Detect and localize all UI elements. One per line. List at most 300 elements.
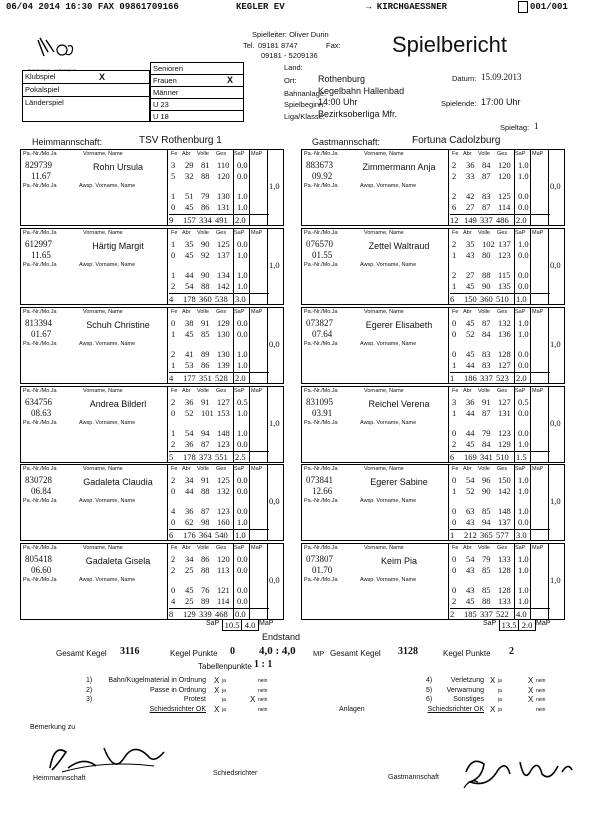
header-fe: Fe xyxy=(171,545,178,551)
total-cell: 1.5 xyxy=(516,452,527,462)
header-pass: Pa.-Nr./Mo.Ja xyxy=(304,545,338,551)
total-cell: 4.0 xyxy=(516,609,527,619)
bemerkung-label: Bemerkung zu xyxy=(30,724,76,731)
cell: 44 xyxy=(466,360,475,370)
cell: 148 xyxy=(217,428,230,438)
cell: 130 xyxy=(217,329,230,339)
cell: 0 xyxy=(171,517,176,527)
player-total-row xyxy=(169,530,269,540)
cell: 2 xyxy=(171,554,176,564)
header-volle: Volle xyxy=(478,388,490,394)
player-total-row xyxy=(450,452,550,462)
substitute-pass-label: Pa.-Nr./Mo.Ja xyxy=(304,577,338,583)
cell: 114 xyxy=(498,202,511,212)
header-map: MaP xyxy=(251,151,263,157)
cell: 160 xyxy=(217,517,230,527)
total-cell: 337 xyxy=(480,215,493,225)
cell: 0.0 xyxy=(237,329,248,339)
column-divider xyxy=(448,229,449,304)
cell: 94 xyxy=(201,428,210,438)
total-cell: 341 xyxy=(480,452,493,462)
total-cell: 2.0 xyxy=(235,373,246,383)
tabellen-label: Tabellenpunkte xyxy=(198,662,252,671)
player-card xyxy=(20,307,284,384)
cell: 90 xyxy=(201,270,210,280)
total-cell: 491 xyxy=(215,215,228,225)
column-divider xyxy=(530,465,531,540)
cell: 0.5 xyxy=(237,397,248,407)
player-total-row xyxy=(450,215,550,225)
cell: 36 xyxy=(466,160,475,170)
substitute-name-label: Awsp. Vorname, Name xyxy=(79,341,136,347)
cell: 45 xyxy=(185,202,194,212)
cell: 83 xyxy=(482,360,491,370)
header-ges: Ges xyxy=(497,309,508,315)
mp-label: MP xyxy=(313,649,325,658)
cell: 0.0 xyxy=(237,506,248,516)
cell: 1.0 xyxy=(237,202,248,212)
cell: 132 xyxy=(217,486,230,496)
total-cell: 12 xyxy=(450,215,459,225)
total-cell: 212 xyxy=(464,530,477,540)
cell: 36 xyxy=(185,397,194,407)
column-divider xyxy=(267,308,268,383)
total-cell: 8 xyxy=(169,609,174,619)
column-divider xyxy=(448,387,449,462)
substitute-name-label: Awsp. Vorname, Name xyxy=(360,262,417,268)
player-birth: 11.65 xyxy=(31,250,51,260)
guest-kegel: 3128 xyxy=(398,646,418,657)
check-label: Verletzung xyxy=(450,677,484,684)
header-abr: Abr xyxy=(463,309,472,315)
age-senioren: Senioren xyxy=(151,63,243,75)
total-cell: 129 xyxy=(183,609,196,619)
cell: 45 xyxy=(185,250,194,260)
cell: 25 xyxy=(185,596,194,606)
fax-page: 001/001 xyxy=(530,2,568,12)
cell: 81 xyxy=(201,160,210,170)
cell: 0.0 xyxy=(237,554,248,564)
cell: 0 xyxy=(171,486,176,496)
player-mp: 0,0 xyxy=(550,418,561,428)
total-cell: 2.5 xyxy=(235,452,246,462)
player-card xyxy=(20,149,284,226)
cell: 0 xyxy=(171,202,176,212)
player-mp: 0,0 xyxy=(269,575,280,585)
cell: 1.0 xyxy=(518,318,529,328)
player-mp: 0,0 xyxy=(550,181,561,191)
cell: 102 xyxy=(482,239,495,249)
player-mp: 0,0 xyxy=(269,339,280,349)
player-name: Zettel Waltraud xyxy=(368,241,430,251)
header-name: Vorname, Name xyxy=(364,309,404,315)
column-divider xyxy=(167,544,168,619)
column-divider xyxy=(448,465,449,540)
column-divider xyxy=(267,229,268,304)
total-cell: 551 xyxy=(215,452,228,462)
column-divider xyxy=(249,308,250,383)
cell: 0 xyxy=(171,408,176,418)
column-divider xyxy=(233,387,234,462)
tel-label: Tel. xyxy=(243,41,255,50)
total-cell: 6 xyxy=(450,294,455,304)
player-birth: 09.92 xyxy=(312,171,333,181)
check-ja-mark: X xyxy=(214,676,220,685)
header-name: Vorname, Name xyxy=(364,388,404,394)
player-pass-number: 073807 xyxy=(306,554,333,564)
cell: 54 xyxy=(466,554,475,564)
cell: 1.0 xyxy=(518,171,529,181)
category-pokalspiel: Pokalspiel xyxy=(23,84,149,97)
header-pass: Pa.-Nr./Mo.Ja xyxy=(23,151,57,157)
cell: 29 xyxy=(185,160,194,170)
cell: 80 xyxy=(482,250,491,260)
cell: 0 xyxy=(452,585,457,595)
player-mp: 0,0 xyxy=(269,496,280,506)
player-mp: 1,0 xyxy=(550,575,561,585)
player-total-row xyxy=(169,452,269,462)
header-ges: Ges xyxy=(497,151,508,157)
total-cell: 1 xyxy=(450,373,455,383)
cell: 85 xyxy=(482,565,491,575)
column-divider xyxy=(530,544,531,619)
cell: 54 xyxy=(185,428,194,438)
header-map: MaP xyxy=(532,466,544,472)
cell: 79 xyxy=(482,554,491,564)
player-pass-number: 830728 xyxy=(25,475,52,485)
header-abr: Abr xyxy=(182,230,191,236)
check-label: Bahn/Kugelmaterial in Ordnung xyxy=(108,677,206,684)
total-cell: 186 xyxy=(464,373,477,383)
cell: 45 xyxy=(185,329,194,339)
check-number: 6) xyxy=(426,696,433,703)
header-name: Vorname, Name xyxy=(83,230,123,236)
header-ges: Ges xyxy=(497,466,508,472)
cell: 0 xyxy=(452,318,457,328)
total-cell: 528 xyxy=(215,373,228,383)
cell: 0.0 xyxy=(518,270,529,280)
header-sap: SaP xyxy=(515,466,526,472)
column-divider xyxy=(267,544,268,619)
check-label: Verwarnung xyxy=(446,686,484,694)
header-sap: SaP xyxy=(515,309,526,315)
check-label: Sonstiges xyxy=(453,696,484,703)
cell: 85 xyxy=(482,585,491,595)
cell: 1.0 xyxy=(237,408,248,418)
cell: 0.0 xyxy=(237,486,248,496)
total-cell: 150 xyxy=(464,294,477,304)
header-sap: SaP xyxy=(234,545,245,551)
total-cell: 510 xyxy=(496,452,509,462)
home-kp-label: Kegel Punkte xyxy=(170,649,218,658)
header-volle: Volle xyxy=(197,388,209,394)
cell: 0.0 xyxy=(237,475,248,485)
substitute-pass-label: Pa.-Nr./Mo.Ja xyxy=(23,498,57,504)
header-volle: Volle xyxy=(197,230,209,236)
cell: 0 xyxy=(452,475,457,485)
cell: 121 xyxy=(217,585,230,595)
column-divider xyxy=(249,150,250,225)
total-cell: 522 xyxy=(496,609,509,619)
player-total-row xyxy=(450,294,550,304)
header-map: MaP xyxy=(532,230,544,236)
guest-kp: 2 xyxy=(509,646,514,657)
cell: 36 xyxy=(466,397,475,407)
cell: 2 xyxy=(171,349,176,359)
cell: 45 xyxy=(466,596,475,606)
total-cell: 178 xyxy=(183,452,196,462)
guest-sap-label: SaP xyxy=(483,620,497,627)
total-cell: 2 xyxy=(450,609,455,619)
cell: 1.0 xyxy=(518,486,529,496)
column-divider xyxy=(233,465,234,540)
cell: 43 xyxy=(466,565,475,575)
column-divider xyxy=(167,229,168,304)
liga-label: Liga/Klasse: xyxy=(284,112,325,121)
ort-label: Ort: xyxy=(284,76,297,85)
substitute-name-label: Awsp. Vorname, Name xyxy=(79,183,136,189)
total-cell: 5 xyxy=(169,452,174,462)
header-sap: SaP xyxy=(234,151,245,157)
cell: 4 xyxy=(171,596,176,606)
cell: 0 xyxy=(452,329,457,339)
cell: 0.0 xyxy=(518,191,529,201)
ende-value: 17:00 Uhr xyxy=(481,97,521,107)
player-pass-number: 612997 xyxy=(25,239,52,249)
cell: 0.0 xyxy=(237,439,248,449)
header-map: MaP xyxy=(532,545,544,551)
player-birth: 06.60 xyxy=(31,565,52,575)
player-pass-number: 805418 xyxy=(25,554,52,564)
card-header xyxy=(21,229,283,237)
card-header xyxy=(302,465,564,473)
player-card xyxy=(301,464,565,541)
cell: 120 xyxy=(217,554,230,564)
total-cell: 1 xyxy=(450,530,455,540)
substitute-pass-label: Pa.-Nr./Mo.Ja xyxy=(304,498,338,504)
check-ja-label: ja xyxy=(222,706,226,713)
header-name: Vorname, Name xyxy=(364,466,404,472)
substitute-pass-label: Pa.-Nr./Mo.Ja xyxy=(23,420,57,426)
header-pass: Pa.-Nr./Mo.Ja xyxy=(23,309,57,315)
total-cell: 3.0 xyxy=(235,294,246,304)
cell: 83 xyxy=(482,191,491,201)
player-name: Schuh Christine xyxy=(86,320,150,330)
tabellen-value: 1 : 1 xyxy=(254,659,273,670)
cell: 5 xyxy=(171,171,176,181)
check-label: Passe in Ordnung xyxy=(149,686,206,694)
total-cell: 157 xyxy=(183,215,196,225)
header-volle: Volle xyxy=(478,309,490,315)
player-card xyxy=(20,543,284,620)
cell: 1 xyxy=(171,270,176,280)
cell: 1 xyxy=(452,486,457,496)
total-cell: 510 xyxy=(496,294,509,304)
header-volle: Volle xyxy=(478,466,490,472)
total-cell: 1.0 xyxy=(516,294,527,304)
column-divider xyxy=(548,229,549,304)
cell: 110 xyxy=(217,160,230,170)
cell: 1 xyxy=(452,250,457,260)
cell: 84 xyxy=(482,439,491,449)
header-abr: Abr xyxy=(463,151,472,157)
cell: 1.0 xyxy=(518,554,529,564)
cell: 142 xyxy=(498,486,511,496)
header-map: MaP xyxy=(532,309,544,315)
total-cell: 468 xyxy=(215,609,228,619)
age-u23: U 23 xyxy=(151,99,243,111)
cell: 0.0 xyxy=(518,517,529,527)
category-box xyxy=(22,70,150,122)
substitute-pass-label: Pa.-Nr./Mo.Ja xyxy=(304,420,338,426)
check-nein-mark: X xyxy=(528,695,534,704)
check-number: 3) xyxy=(86,696,93,703)
guest-sap-total: 13.5 xyxy=(499,619,519,631)
cell: 0 xyxy=(452,565,457,575)
cell: 2 xyxy=(452,270,457,280)
cell: 137 xyxy=(498,517,511,527)
guest-kp-label: Kegel Punkte xyxy=(443,649,491,658)
cell: 52 xyxy=(466,486,475,496)
cell: 1 xyxy=(452,360,457,370)
cell: 123 xyxy=(217,439,230,449)
substitute-pass-label: Pa.-Nr./Mo.Ja xyxy=(304,341,338,347)
check-ja-mark: X xyxy=(490,676,496,685)
cell: 89 xyxy=(201,596,210,606)
total-cell: 4 xyxy=(169,294,174,304)
fax-label: Fax: xyxy=(326,41,341,50)
cell: 38 xyxy=(185,318,194,328)
card-header xyxy=(21,544,283,552)
check-label: Protest xyxy=(183,696,206,703)
total-cell: 373 xyxy=(199,452,212,462)
fax-number: 09181 - 5209136 xyxy=(261,51,318,60)
player-name: Zimmermann Anja xyxy=(362,162,436,172)
header-pass: Pa.-Nr./Mo.Ja xyxy=(23,388,57,394)
header-abr: Abr xyxy=(463,388,472,394)
column-divider xyxy=(167,465,168,540)
guest-map-label: MaP xyxy=(536,620,551,627)
cell: 63 xyxy=(466,506,475,516)
cell: 43 xyxy=(466,517,475,527)
header-fe: Fe xyxy=(452,151,459,157)
cell: 87 xyxy=(482,318,491,328)
datum-label: Datum: xyxy=(452,74,477,83)
home-map-label: MaP xyxy=(259,620,274,627)
cell: 128 xyxy=(498,585,511,595)
player-pass-number: 073841 xyxy=(306,475,333,485)
header-abr: Abr xyxy=(463,466,472,472)
cell: 92 xyxy=(201,250,210,260)
cell: 133 xyxy=(498,554,511,564)
cell: 131 xyxy=(498,408,511,418)
header-ges: Ges xyxy=(497,545,508,551)
player-pass-number: 831095 xyxy=(306,397,333,407)
cell: 83 xyxy=(482,349,491,359)
cell: 44 xyxy=(466,428,475,438)
column-divider xyxy=(249,229,250,304)
cell: 62 xyxy=(185,517,194,527)
player-birth: 07.64 xyxy=(312,329,333,339)
column-divider xyxy=(233,229,234,304)
header-pass: Pa.-Nr./Mo.Ja xyxy=(304,151,338,157)
column-divider xyxy=(448,308,449,383)
home-sap-total: 10.5 xyxy=(222,619,242,631)
land-label: Land: xyxy=(284,63,303,72)
cell: 91 xyxy=(201,475,210,485)
footer-guest: Gastmannschaft xyxy=(388,774,439,781)
player-name: Rohn Ursula xyxy=(92,162,144,172)
cell: 86 xyxy=(201,554,210,564)
cell: 125 xyxy=(217,475,230,485)
cell: 136 xyxy=(498,329,511,339)
header-map: MaP xyxy=(251,230,263,236)
header-volle: Volle xyxy=(478,545,490,551)
substitute-pass-label: Pa.-Nr./Mo.Ja xyxy=(304,183,338,189)
cell: 1.0 xyxy=(237,517,248,527)
check-label: Schiedsrichter OK xyxy=(149,705,206,713)
player-name: Egerer Elisabeth xyxy=(365,320,433,330)
player-pass-number: 813394 xyxy=(25,318,52,328)
cell: 89 xyxy=(201,349,210,359)
final-score: 4,0 : 4,0 xyxy=(259,645,296,657)
header-name: Vorname, Name xyxy=(364,545,404,551)
player-mp: 1,0 xyxy=(269,418,280,428)
check-ja-label: ja xyxy=(222,687,226,694)
player-card xyxy=(20,228,284,305)
player-card xyxy=(301,543,565,620)
header-pass: Pa.-Nr./Mo.Ja xyxy=(304,466,338,472)
player-card xyxy=(301,228,565,305)
cell: 45 xyxy=(185,585,194,595)
cell: 129 xyxy=(217,318,230,328)
header-pass: Pa.-Nr./Mo.Ja xyxy=(23,466,57,472)
total-cell: 538 xyxy=(215,294,228,304)
cell: 35 xyxy=(466,239,475,249)
cell: 128 xyxy=(498,565,511,575)
player-pass-number: 634756 xyxy=(25,397,52,407)
cell: 54 xyxy=(185,281,194,291)
header-ges: Ges xyxy=(216,466,227,472)
header-sap: SaP xyxy=(515,388,526,394)
age-u18: U 18 xyxy=(153,112,169,121)
header-map: MaP xyxy=(251,309,263,315)
card-header xyxy=(302,229,564,237)
cell: 1.0 xyxy=(518,506,529,516)
cell: 0.0 xyxy=(518,202,529,212)
player-birth: 01.70 xyxy=(312,565,333,575)
cell: 2 xyxy=(171,565,176,575)
doc-title: Spielbericht xyxy=(392,32,507,57)
header-name: Vorname, Name xyxy=(364,230,404,236)
cell: 123 xyxy=(498,428,511,438)
cell: 85 xyxy=(201,329,210,339)
cell: 1.0 xyxy=(237,428,248,438)
header-fe: Fe xyxy=(452,545,459,551)
ende-label: Spielende: xyxy=(441,99,477,108)
category-klubspiel: Klubspiel X xyxy=(23,71,149,84)
card-header xyxy=(21,150,283,158)
check-nein-label: nein xyxy=(258,687,268,694)
column-divider xyxy=(530,387,531,462)
check-nein-mark: X xyxy=(528,685,534,695)
cell: 41 xyxy=(185,349,194,359)
header-volle: Volle xyxy=(478,230,490,236)
cell: 0.0 xyxy=(518,281,529,291)
header-sap: SaP xyxy=(234,388,245,394)
header-map: MaP xyxy=(251,545,263,551)
substitute-pass-label: Pa.-Nr./Mo.Ja xyxy=(23,183,57,189)
